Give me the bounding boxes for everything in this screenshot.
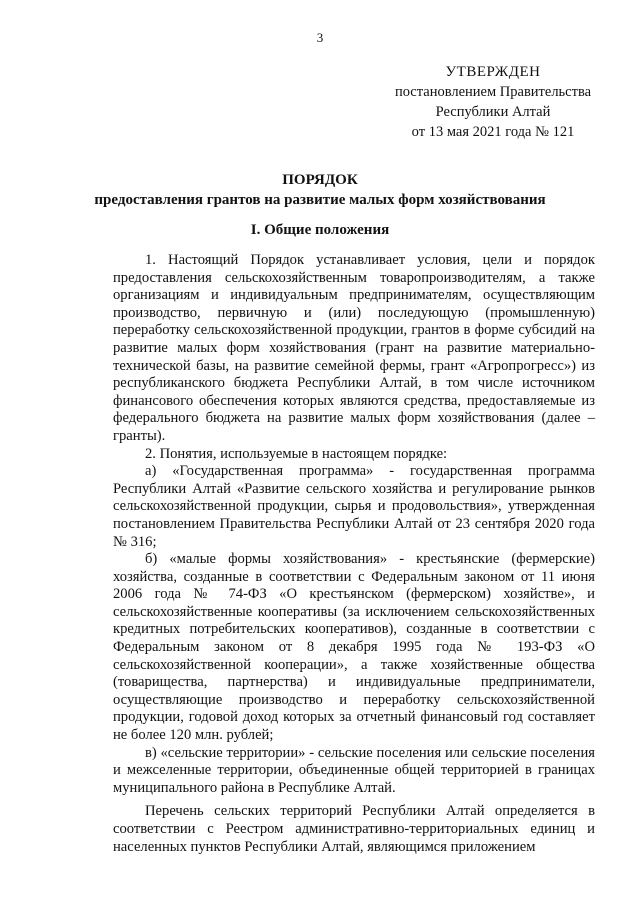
title-main: ПОРЯДОК: [282, 172, 358, 188]
paragraph: 1. Настоящий Порядок устанавливает условия, цели и порядок предоставления сельскохозяйственным товаропроизводителям, а также организациям и индивидуальным предпринимателям, осуществляющим производство, первичную и (или) последующую (промышленную) переработку сельскохозяйственной продукции, грантов в форме субсидий на развитие малых форм хозяйствования (грант на развитие материально-технической базы, на развитие семейной фермы, грант «Агропрогресс») из республиканского бюджета Республики Алтай, в том числе источником финансового обеспечения которых являются средства, предоставляемые из федерального бюджета на развитие малых форм хозяйствования (далее – гранты).: [113, 252, 595, 444]
paragraph: Перечень сельских территорий Республики Алтай определяется в соответствии с Реестром административно-территориальных единиц и населенных пунктов Республики Алтай, являющимся приложением: [113, 803, 595, 855]
approval-line: постановлением Правительства: [394, 84, 592, 100]
title-subtitle: предоставления грантов на развитие малых форм хозяйствования: [94, 192, 546, 208]
approval-line: от 13 мая 2021 года № 121: [411, 124, 575, 140]
paragraph: а) «Государственная программа» - государственная программа Республики Алтай «Развитие сельского хозяйства и регулирование рынков сельскохозяйственной продукции, сырья и продовольствия», утвержденная постановлением Правительства Республики Алтай от 23 сентября 2020 года № 316;: [113, 463, 595, 550]
paragraph: б) «малые формы хозяйствования» - крестьянские (фермерские) хозяйства, созданные в соответствии с Федеральным законом от 11 июня 2006 года № 74-ФЗ «О крестьянском (фермерском) хозяйстве», и сельскохозяйственные кооперативы (за исключением сельскохозяйственных кредитных потребительских кооперативов), созданные в соответствии с Федеральным законом от 8 декабря 1995 года № 193-ФЗ «О сельскохозяйственной кооперации», а также хозяйственные общества (товарищества, партнерства) и индивидуальные предприниматели, осуществляющие производство и переработку сельскохозяйственной продукции, годовой доход которых за отчетный финансовый год составляет не более 120 млн. рублей;: [113, 551, 595, 744]
paragraph: в) «сельские территории» - сельские поселения или сельские поселения и межселенные территории, объединенные общей территорией в границах муниципального района в Республике Алтай.: [113, 744, 595, 796]
document-body: [113, 252, 595, 856]
page-number: 3: [316, 30, 324, 45]
section-heading: I. Общие положения: [250, 222, 390, 238]
approval-line: Республики Алтай: [435, 104, 551, 120]
approval-block: [378, 62, 608, 142]
approval-heading: УТВЕРЖДЕН: [445, 64, 541, 80]
document-title: [0, 170, 640, 210]
paragraph: 2. Понятия, используемые в настоящем порядке:: [145, 445, 448, 462]
